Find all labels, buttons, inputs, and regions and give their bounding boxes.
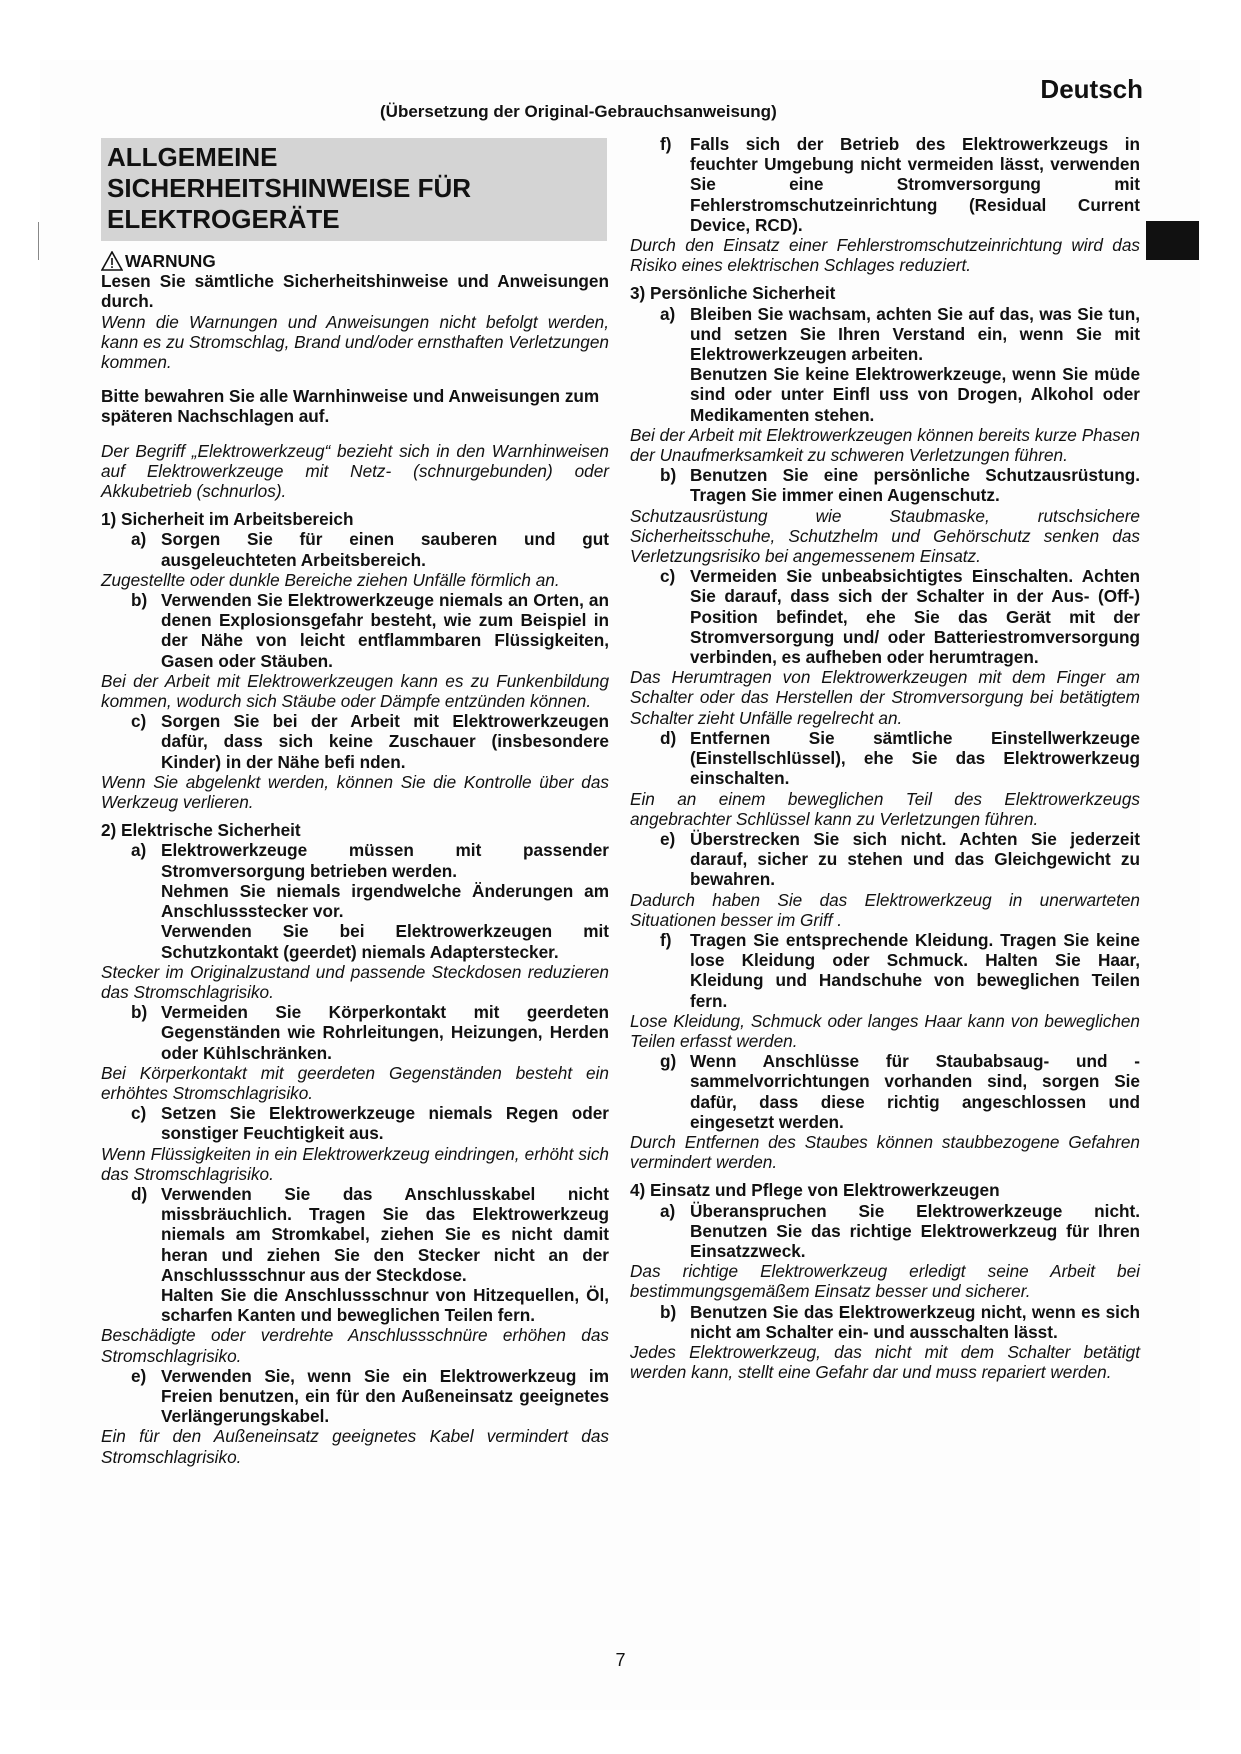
item-note: Jedes Elektrowerkzeug, das nicht mit dem Schalter betätigt werden kann, stellt eine Gefahr dar und muss repariert werden. — [630, 1341, 1140, 1383]
list-item — [131, 711, 609, 772]
item-label: e) — [660, 828, 676, 849]
list-item — [131, 1184, 609, 1325]
left-column — [101, 138, 609, 1467]
item-label: c) — [131, 711, 147, 732]
item-label: a) — [131, 529, 147, 550]
section-tab-marker — [1146, 221, 1199, 260]
item-label: b) — [131, 590, 148, 611]
item-note: Bei der Arbeit mit Elektrowerkzeugen kann es zu Funkenbildung kommen, wodurch sich Stäube oder Dämpfe entzünden können. — [101, 670, 609, 712]
item-text: Verwenden Sie, wenn Sie ein Elektrowerkzeug im Freien benutzen, ein für den Außeneinsatz geeignetes Verlängerungskabel. — [161, 1365, 609, 1427]
item-label: d) — [660, 727, 677, 748]
list-item — [131, 1002, 609, 1063]
item-note: Ein für den Außeneinsatz geeignetes Kabel vermindert das Stromschlagrisiko. — [101, 1426, 609, 1467]
section-1-title: 1) Sicherheit im Arbeitsbereich — [101, 509, 354, 530]
item-label: a) — [131, 840, 147, 861]
section-4-title: 4) Einsatz und Pflege von Elektrowerkzeugen — [630, 1180, 1000, 1201]
margin-mark — [38, 222, 39, 260]
page-number: 7 — [615, 1650, 626, 1670]
item-text-part: Nehmen Sie niemals irgendwelche Änderungen am Anschlussstecker vor. — [161, 880, 609, 922]
item-text: Sorgen Sie für einen sauberen und gut ausgeleuchteten Arbeitsbereich. — [161, 529, 609, 570]
item-text: Falls sich der Betrieb des Elektrowerkzeugs in feuchter Umgebung nicht vermeiden lässt, verwenden Sie eine Stromversorgung mit Fehlerstromschutzeinrichtung (Residual Current Device, RCD). — [690, 134, 1140, 235]
list-item — [660, 465, 1140, 505]
list-item — [660, 566, 1140, 667]
translation-subtitle: (Übersetzung der Original-Gebrauchsanweisung) — [380, 102, 777, 121]
item-note: Das Herumtragen von Elektrowerkzeugen mit dem Finger am Schalter oder das Herstellen der Stromversorgung bei betätigtem Schalter zieht Unfälle regelrecht an. — [630, 667, 1140, 728]
item-text: Wenn Anschlüsse für Staubabsaug- und - sammelvorrichtungen vorhanden sind, sorgen Sie dafür, dass diese richtig angeschlossen und eingesetzt werden. — [690, 1051, 1140, 1132]
item-label: a) — [660, 303, 676, 324]
item-label: c) — [660, 566, 676, 587]
item-note: Durch Entfernen des Staubes können staubbezogene Gefahren vermindert werden. — [630, 1131, 1140, 1173]
item-note: Bei Körperkontakt mit geerdeten Gegenständen besteht ein erhöhtes Stromschlagrisiko. — [101, 1062, 609, 1103]
item-note: Wenn Sie abgelenkt werden, können Sie die Kontrolle über das Werkzeug verlieren. — [101, 771, 609, 813]
item-label: a) — [660, 1200, 676, 1221]
list-item — [660, 134, 1140, 235]
item-text: Vermeiden Sie Körperkontakt mit geerdeten Gegenständen wie Rohrleitungen, Heizungen, Herden oder Kühlschränken. — [161, 1002, 609, 1063]
item-note: Dadurch haben Sie das Elektrowerkzeug in unerwarteten Situationen besser im Griff . — [630, 889, 1140, 930]
item-text-part: Verwenden Sie bei Elektrowerkzeugen mit Schutzkontakt (geerdet) niemals Adapterstecker. — [161, 921, 609, 962]
list-item — [131, 1103, 609, 1143]
item-text: Überanspruchen Sie Elektrowerkzeuge nicht. Benutzen Sie das richtige Elektrowerkzeug für Ihren Einsatzzweck. — [690, 1200, 1140, 1261]
item-text — [161, 1184, 609, 1325]
item-note: Das richtige Elektrowerkzeug erledigt seine Arbeit bei bestimmungsgemäßem Einsatz besser und sicherer. — [630, 1261, 1140, 1302]
list-item — [131, 1366, 609, 1427]
item-text-part: Benutzen Sie keine Elektrowerkzeuge, wenn Sie müde sind oder unter Einfl uss von Drogen, Alkohol oder Medikamenten stehen. — [690, 364, 1140, 425]
item-note: Beschädigte oder verdrehte Anschlussschnüre erhöhen das Stromschlagrisiko. — [101, 1325, 609, 1366]
item-label: b) — [660, 465, 677, 486]
item-label: g) — [660, 1051, 677, 1072]
item-note: Ein an einem beweglichen Teil des Elektrowerkzeugs angebrachter Schlüssel kann zu Verletzungen führen. — [630, 788, 1140, 829]
warning-triangle-icon — [101, 251, 123, 271]
item-text-part: Bleiben Sie wachsam, achten Sie auf das, was Sie tun, und setzen Sie Ihren Verstand ein, wenn Sie mit Elektrowerkzeugen arbeiten. — [690, 303, 1140, 365]
section-3-title: 3) Persönliche Sicherheit — [630, 283, 836, 304]
list-item — [660, 930, 1140, 1011]
heading-line: ELEKTROGERÄTE — [107, 204, 340, 234]
warning-title — [101, 251, 609, 271]
item-note: Zugestellte oder dunkle Bereiche ziehen Unfälle förmlich an. — [101, 569, 560, 590]
item-text — [161, 840, 609, 961]
heading-line: SICHERHEITSHINWEISE FÜR — [107, 173, 472, 203]
item-text: Tragen Sie entsprechende Kleidung. Tragen Sie keine lose Kleidung oder Schmuck. Halten Sie Haar, Kleidung und Handschuhe von beweglichen Teilen fern. — [690, 929, 1140, 1011]
term-definition-text: Der Begriff „Elektrowerkzeug“ bezieht sich in den Warnhinweisen auf Elektrowerkzeuge mit Netz- (schnurgebunden) oder Akkubetrieb (schnurlos). — [101, 440, 609, 502]
list-item — [131, 529, 609, 569]
item-text — [690, 304, 1140, 425]
item-text: Entfernen Sie sämtliche Einstellwerkzeuge (Einstellschlüssel), ehe Sie das Elektrowerkzeug einschalten. — [690, 727, 1140, 789]
list-item — [660, 304, 1140, 425]
warning-italic-text: Wenn die Warnungen und Anweisungen nicht befolgt werden, kann es zu Stromschlag, Brand und/oder ernsthaften Verletzungen kommen. — [101, 311, 609, 373]
item-label: e) — [131, 1365, 147, 1386]
list-item — [660, 728, 1140, 789]
item-label: d) — [131, 1183, 148, 1204]
item-label: b) — [131, 1002, 148, 1023]
item-text: Vermeiden Sie unbeabsichtigtes Einschalten. Achten Sie darauf, dass sich der Schalter in der Aus- (Off-) Position befindet, ehe Sie das Gerät mit der Stromversorgung und/ oder Batteriestromversorgung verbinden, es aufheben oder herumtragen. — [690, 566, 1140, 668]
right-column — [630, 134, 1140, 1382]
heading-line: ALLGEMEINE — [107, 142, 278, 172]
item-text: Sorgen Sie bei der Arbeit mit Elektrowerkzeugen dafür, dass sich keine Zuschauer (insbesondere Kinder) in der Nähe befi nden. — [161, 711, 609, 772]
list-item — [131, 840, 609, 961]
item-text: Überstrecken Sie sich nicht. Achten Sie jederzeit darauf, sicher zu stehen und das Gleichgewicht zu bewahren. — [690, 828, 1140, 890]
item-text: Setzen Sie Elektrowerkzeuge niemals Regen oder sonstiger Feuchtigkeit aus. — [161, 1103, 609, 1144]
item-note: Lose Kleidung, Schmuck oder langes Haar kann von beweglichen Teilen erfasst werden. — [630, 1010, 1140, 1051]
keep-instructions-text: Bitte bewahren Sie alle Warnhinweise und Anweisungen zum späteren Nachschlagen auf. — [101, 386, 600, 427]
item-note: Wenn Flüssigkeiten in ein Elektrowerkzeug eindringen, erhöht sich das Stromschlagrisiko. — [101, 1143, 609, 1184]
item-text-part: Verwenden Sie das Anschlusskabel nicht missbräuchlich. Tragen Sie das Elektrowerkzeug niemals am Stromkabel, ziehen Sie es nicht damit heran und ziehen Sie den Stecker nicht an der Anschlussschnur aus der Steckdose. — [161, 1183, 609, 1285]
item-text: Benutzen Sie das Elektrowerkzeug nicht, wenn es sich nicht am Schalter ein- und ausschalten lässt. — [690, 1301, 1140, 1342]
item-label: b) — [660, 1301, 677, 1322]
item-note: Bei der Arbeit mit Elektrowerkzeugen können bereits kurze Phasen der Unaufmerksamkeit zu schweren Verletzungen führen. — [630, 424, 1140, 466]
list-item — [660, 1302, 1140, 1342]
item-note: Durch den Einsatz einer Fehlerstromschutzeinrichtung wird das Risiko eines elektrischen Schlages reduziert. — [630, 235, 1140, 276]
item-label: f) — [660, 134, 672, 154]
item-note: Schutzausrüstung wie Staubmaske, rutschsichere Sicherheitsschuhe, Schutzhelm und Gehörschutz senken das Verletzungsrisiko bei angemessenem Einsatz. — [630, 505, 1140, 567]
item-text-part: Halten Sie die Anschlussschnur von Hitzequellen, Öl, scharfen Kanten und beweglichen Teilen fern. — [161, 1284, 609, 1326]
item-label: c) — [131, 1103, 147, 1124]
item-label: f) — [660, 929, 672, 950]
list-item — [131, 590, 609, 671]
item-note: Stecker im Originalzustand und passende Steckdosen reduzieren das Stromschlagrisiko. — [101, 961, 609, 1002]
item-text-part: Elektrowerkzeuge müssen mit passender Stromversorgung betrieben werden. — [161, 840, 609, 881]
item-text: Benutzen Sie eine persönliche Schutzausrüstung. Tragen Sie immer einen Augenschutz. — [690, 465, 1140, 506]
section-heading — [101, 138, 607, 241]
warning-bold-text: Lesen Sie sämtliche Sicherheitshinweise und Anweisungen durch. — [101, 271, 609, 312]
language-label: Deutsch — [1040, 74, 1143, 104]
item-text: Verwenden Sie Elektrowerkzeuge niemals an Orten, an denen Explosionsgefahr besteht, wie zum Beispiel in der Nähe von leicht entflammbaren Flüssigkeiten, Gasen oder Stäuben. — [161, 590, 609, 671]
list-item — [660, 829, 1140, 890]
warning-label: WARNUNG — [125, 251, 216, 271]
list-item — [660, 1201, 1140, 1262]
section-2-title: 2) Elektrische Sicherheit — [101, 820, 301, 841]
list-item — [660, 1051, 1140, 1132]
